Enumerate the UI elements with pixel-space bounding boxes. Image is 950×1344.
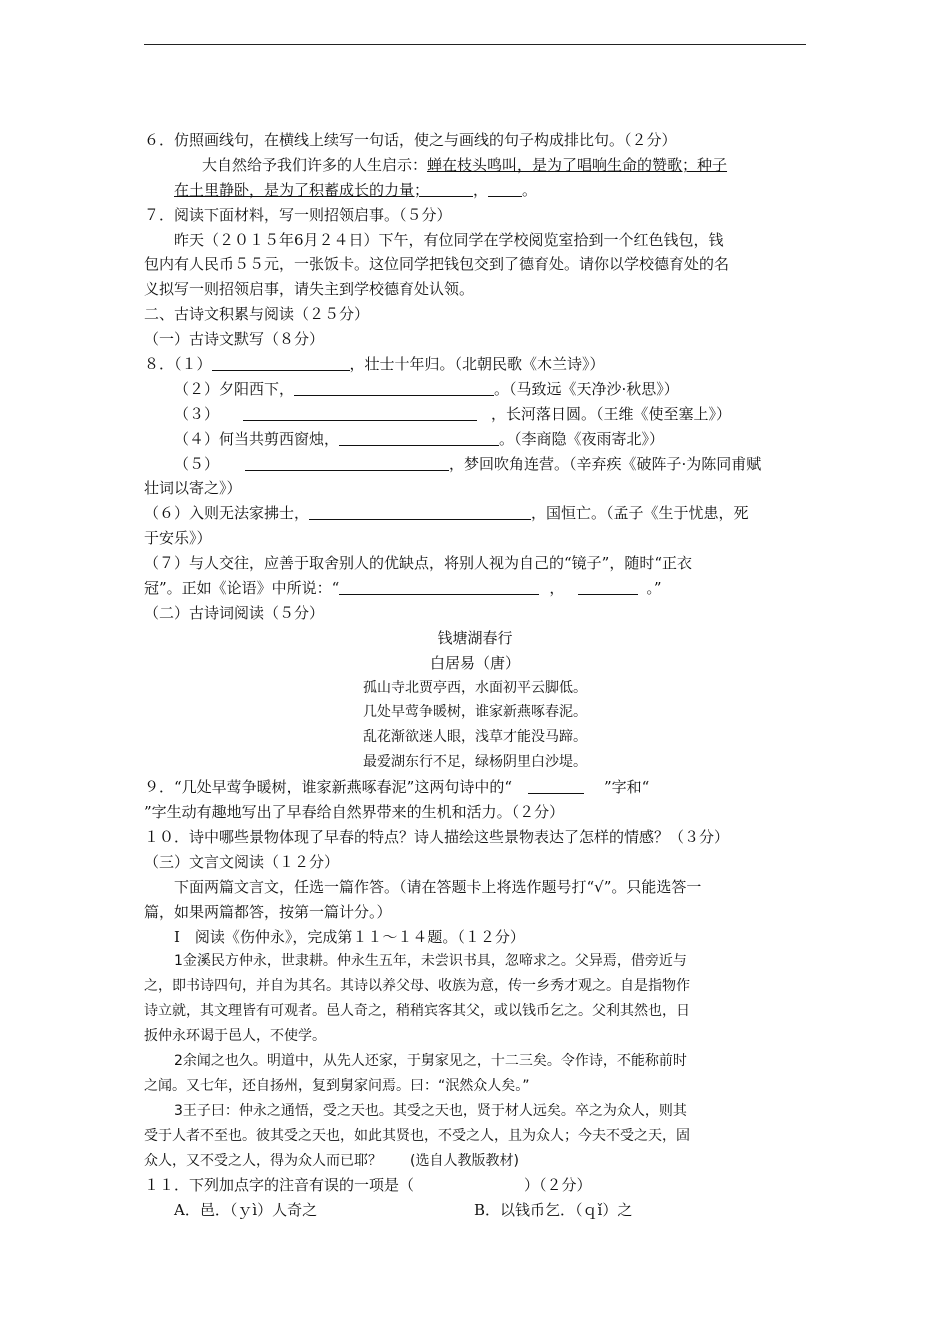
q7-line3: 义拟写一则招领启事，请失主到学校德育处认领。: [144, 280, 475, 299]
q8-blank-8[interactable]: [578, 579, 638, 595]
passage-line: 之，即书诗四句，并自为其名。其诗以养父母、收族为意，传一乡秀才观之。自是指物作: [144, 978, 690, 995]
q8-item4-text: 。（李商隐《夜雨寄北》）: [499, 429, 665, 448]
q11-title-text: １１．下列加点字的注音有误的一项是（: [144, 1176, 415, 1195]
q8-item2-text: 。（马致远《天净沙·秋思》）: [494, 379, 679, 398]
part-i-heading: Ⅰ 阅读《伤仲永》，完成第１１～１４题。（１２分）: [174, 927, 525, 946]
q7-title: ７．阅读下面材料，写一则招领启事。（５分）: [144, 205, 452, 224]
q6-line2: [144, 178, 806, 203]
q11-options: [144, 1198, 806, 1223]
instructions-line2: 篇，如果两篇都答，按第一篇计分。）: [144, 902, 392, 921]
q8-blank-7[interactable]: [339, 579, 539, 595]
q8-item3-text: ，长河落日圆。（王维《使至塞上》）: [491, 404, 732, 423]
q6-prefix: 大自然给予我们许多的人生启示：: [202, 155, 428, 174]
q8-blank-3[interactable]: [243, 405, 477, 421]
q8-item3: [144, 402, 806, 427]
q8-blank-6[interactable]: [309, 504, 531, 520]
q8-item5-label: （５）: [174, 454, 220, 473]
q10: １０．诗中哪些景物体现了早春的特点？诗人描绘这些景物表达了怎样的情感？（３分）: [144, 827, 730, 846]
q7-line1: 昨天（２０１５年6月２４日）下午，有位同学在学校阅览室拾到一个红色钱包，钱: [174, 230, 724, 249]
q8-item6-text: ，国恒亡。（孟子《生于忧患，死: [531, 504, 749, 523]
passage-line: 2余闻之也久。明道中，从先人还家，于舅家见之，十二三矣。令作诗，不能称前时: [174, 1052, 687, 1069]
passage-line: 之闻。又七年，还自扬州，复到舅家问焉。曰：“泯然众人矣。”: [144, 1077, 530, 1094]
q8-item4-label: （４）何当共剪西窗烛，: [174, 429, 340, 448]
q9-line2: ”字生动有趣地写出了早春给自然界带来的生机和活力。（２分）: [144, 803, 565, 822]
q6-line1: [144, 153, 806, 178]
q8-item7-prefix: 冠”。正如《论语》中所说：“: [144, 579, 340, 598]
q9-prefix: ９．“几处早莺争暖树，谁家新燕啄春泥”这两句诗中的“: [144, 778, 513, 797]
passage-line: 受于人者不至也。彼其受之天也，如此其贤也，不受之人，且为众人；今夫不受之天，固: [144, 1127, 690, 1144]
q8-blank-5[interactable]: [245, 455, 449, 471]
q8-item1: [144, 352, 806, 377]
q8-item6-cont: 于安乐》）: [144, 529, 212, 548]
poem-author: 白居易（唐）: [429, 653, 520, 672]
q8-item3-label: （３）: [174, 404, 220, 423]
passage-last-line: 众人，又不受之人，得为众人而已耶？: [144, 1152, 382, 1169]
passage-line: 1金溪民方仲永，世隶耕。仲永生五年，未尝识书具，忽啼求之。父异焉，借旁近与: [174, 953, 687, 970]
poem-line: 几处早莺争暖树，谁家新燕啄春泥。: [363, 704, 587, 721]
q11-option-b[interactable]: B．以钱币乞．（ｑǐ）之: [474, 1201, 633, 1220]
q8-item1-label: ８．（１）: [144, 355, 212, 374]
q11-title-end: ）（２分）: [524, 1176, 592, 1195]
q11-option-a[interactable]: A．邑．（ｙì）人奇之: [174, 1201, 318, 1220]
q8-item5-cont: 壮词以寄之》）: [144, 479, 242, 498]
q6-sep: ，: [473, 180, 489, 199]
header-rule: [144, 44, 806, 45]
q8-item7-line2: [144, 576, 806, 601]
poem-line: 孤山寺北贾亭西，水面初平云脚低。: [363, 679, 587, 696]
q8-item5: [144, 452, 806, 477]
instructions-line1: 下面两篇文言文，任选一篇作答。（请在答题卡上将选作题号打“√”。只能选答一: [174, 877, 702, 896]
q8-item2: [144, 377, 806, 402]
q8-item5-text: ，梦回吹角连营。（辛弃疾《破阵子·为陈同甫赋: [449, 454, 762, 473]
q8-blank-4[interactable]: [339, 430, 499, 446]
q8-blank-1[interactable]: [212, 355, 350, 371]
q8-item2-label: （２）夕阳西下，: [174, 379, 295, 398]
q8-item6: [144, 501, 806, 526]
q8-item6-label: （６）入则无法家拂士，: [144, 504, 310, 523]
passage-line: 诗立就，其文理皆有可观者。邑人奇之，稍稍宾客其父，或以钱币乞之。父利其然也，日: [144, 1003, 690, 1020]
section2-title: 二、古诗文积累与阅读（２５分）: [144, 305, 370, 324]
q6-underlined-1: 蝉在枝头鸣叫，是为了唱响生命的赞歌；种子: [427, 155, 728, 174]
q7-line2: 包内有人民币５５元，一张饭卡。这位同学把钱包交到了德育处。请你以学校德育处的名: [144, 255, 730, 274]
q9-end: ”字和“: [604, 778, 650, 797]
q8-item7-line1: （７）与人交往，应善于取舍别人的优缺点，将别人视为自己的“镜子”，随时“正衣: [144, 554, 693, 573]
q8-item1-text: ，壮士十年归。（北朝民歌《木兰诗》）: [349, 355, 605, 374]
section2-sub2: （二）古诗词阅读（５分）: [144, 603, 325, 622]
q8-item7-end: 。”: [646, 579, 662, 598]
q6-underlined-2: 在土里静卧，是为了积蓄成长的力量；: [174, 180, 430, 199]
q8-blank-2[interactable]: [294, 380, 494, 396]
q9-line1: [144, 775, 806, 800]
exam-page: [144, 128, 806, 1223]
passage-line: 3王子曰：仲永之通悟，受之天也。其受之天也，贤于材人远矣。卒之为众人，则其: [174, 1102, 687, 1119]
q8-item7-sep: ，: [549, 579, 565, 598]
section2-sub1: （一）古诗文默写（８分）: [144, 330, 325, 349]
q6-end: 。: [522, 180, 538, 199]
q11-title: [144, 1173, 806, 1198]
poem-line: 最爱湖东行不足，绿杨阴里白沙堤。: [363, 754, 587, 771]
poem-line: 乱花渐欲迷人眼，浅草才能没马蹄。: [363, 729, 587, 746]
q6-blank-1[interactable]: [429, 181, 473, 197]
q8-item4: [144, 427, 806, 452]
poem-title: 钱塘湖春行: [437, 628, 513, 647]
q6-title: ６．仿照画线句，在横线上续写一句话，使之与画线的句子构成排比句。（２分）: [144, 131, 677, 149]
passage-line: [144, 1149, 806, 1174]
passage-source: (选自人教版教材): [410, 1152, 519, 1169]
q9-blank-1[interactable]: [528, 778, 584, 794]
passage-line: 扳仲永环谒于邑人，不使学。: [144, 1028, 326, 1045]
section2-sub3: （三）文言文阅读（１２分）: [144, 852, 340, 871]
q6-blank-2[interactable]: [488, 181, 522, 197]
